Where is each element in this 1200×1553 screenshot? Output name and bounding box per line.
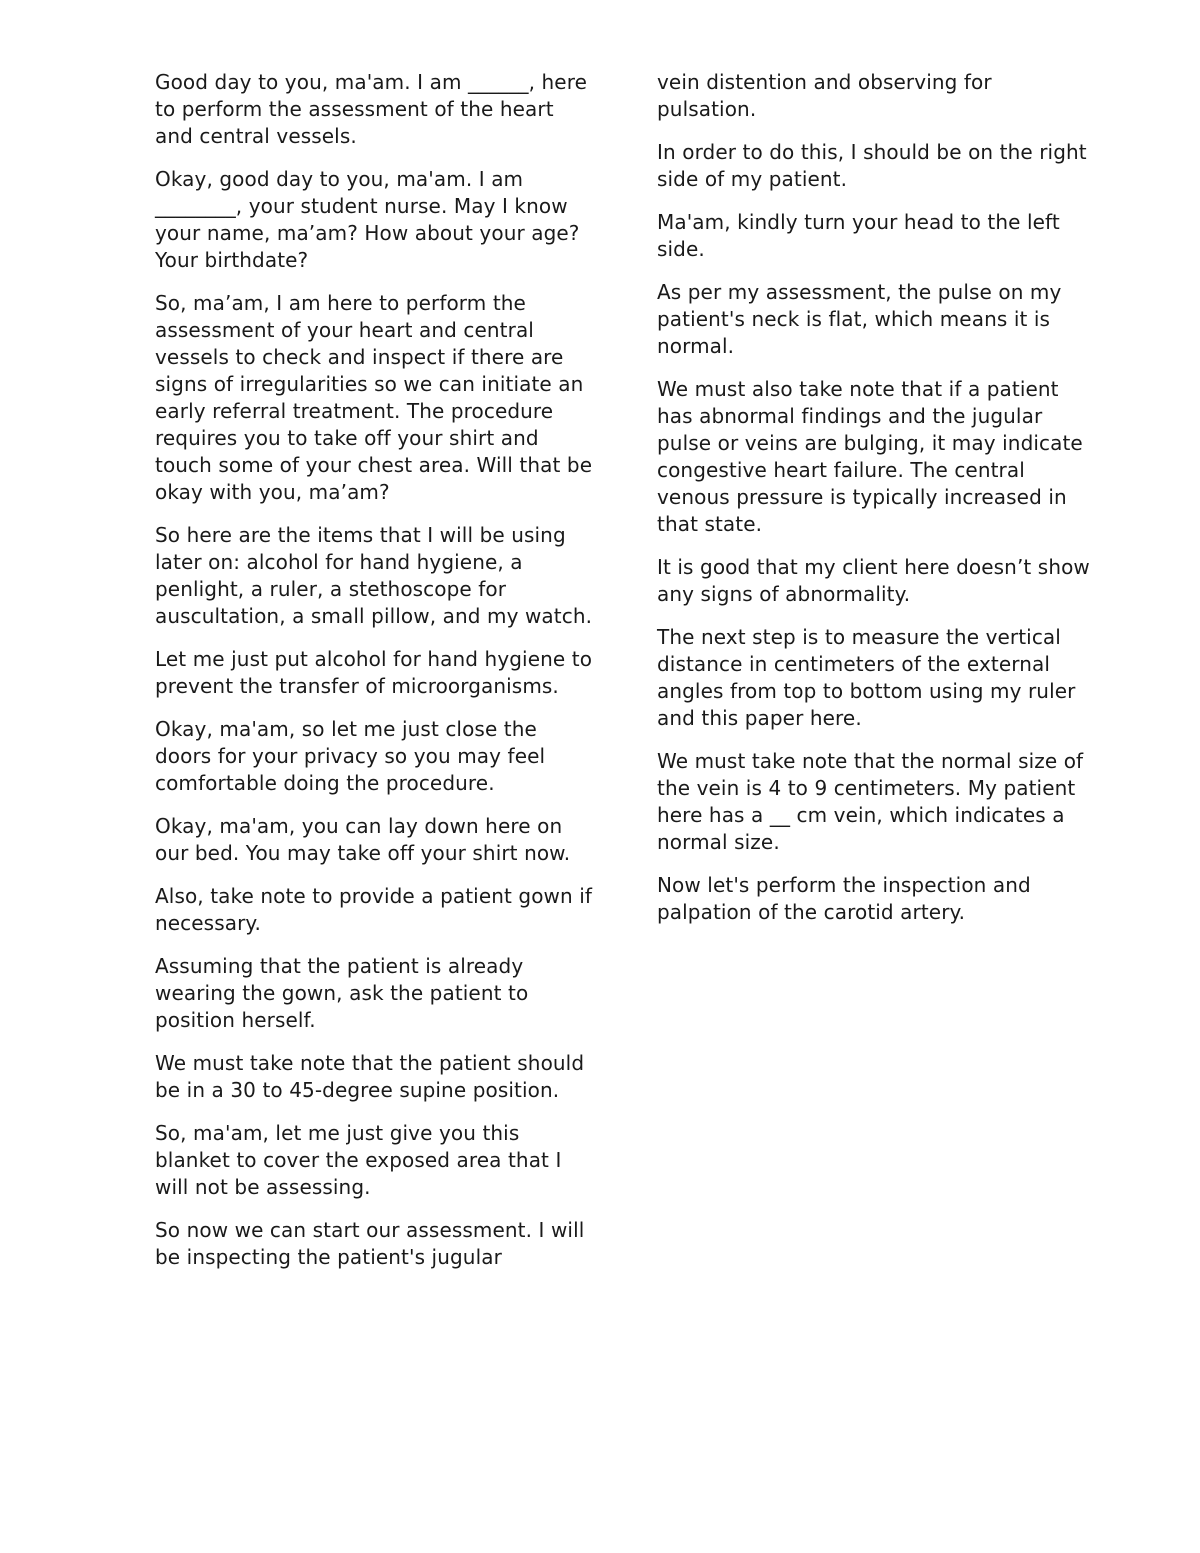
left-column xyxy=(155,69,595,1287)
paragraph: In order to do this, I should be on the right side of my patient. xyxy=(657,140,1087,191)
paragraph: The next step is to measure the vertical distance in centimeters of the external angles from top to bottom using my ruler and this paper here. xyxy=(657,625,1076,730)
paragraph: We must also take note that if a patient has abnormal findings and the jugular pulse or veins are bulging, it may indicate congestive heart failure. The central venous pressure is typically increased in that state. xyxy=(657,377,1083,536)
paragraph: So here are the items that I will be using later on: alcohol for hand hygiene, a penlight, a ruler, a stethoscope for auscultation, a small pillow, and my watch. xyxy=(155,523,593,628)
paragraph: vein distention and observing for pulsation. xyxy=(657,70,992,121)
paragraph: So, ma'am, let me just give you this blanket to cover the exposed area that I will not be assessing. xyxy=(155,1121,562,1199)
paragraph: Now let's perform the inspection and palpation of the carotid artery. xyxy=(657,873,1031,924)
paragraph: Okay, ma'am, you can lay down here on our bed. You may take off your shirt now. xyxy=(155,814,571,865)
paragraph: Assuming that the patient is already wearing the gown, ask the patient to position herself. xyxy=(155,954,529,1032)
right-column xyxy=(657,69,1097,942)
paragraph: Let me just put alcohol for hand hygiene to prevent the transfer of microorganisms. xyxy=(155,647,593,698)
paragraph: Ma'am, kindly turn your head to the left side. xyxy=(657,210,1060,261)
paragraph: We must take note that the patient should be in a 30 to 45-degree supine position. xyxy=(155,1051,585,1102)
paragraph: So, ma’am, I am here to perform the assessment of your heart and central vessels to check and inspect if there are signs of irregularities so we can initiate an early referral treatment. The procedure requires you to take off your shirt and touch some of your chest area. Will that be okay with you, ma’am? xyxy=(155,291,593,504)
paragraph: Okay, good day to you, ma'am. I am ________, your student nurse. May I know your name, ma’am? How about your age? Your birthdate? xyxy=(155,167,580,272)
paragraph: As per my assessment, the pulse on my patient's neck is flat, which means it is normal. xyxy=(657,280,1062,358)
paragraph: So now we can start our assessment. I will be inspecting the patient's jugular xyxy=(155,1218,585,1269)
paragraph: Okay, ma'am, so let me just close the doors for your privacy so you may feel comfortable doing the procedure. xyxy=(155,717,546,795)
paragraph: Good day to you, ma'am. I am ______, here to perform the assessment of the heart and central vessels. xyxy=(155,70,587,148)
paragraph: We must take note that the normal size of the vein is 4 to 9 centimeters. My patient here has a __ cm vein, which indicates a normal size. xyxy=(657,749,1084,854)
paragraph: It is good that my client here doesn’t show any signs of abnormality. xyxy=(657,555,1090,606)
paragraph: Also, take note to provide a patient gown if necessary. xyxy=(155,884,593,935)
